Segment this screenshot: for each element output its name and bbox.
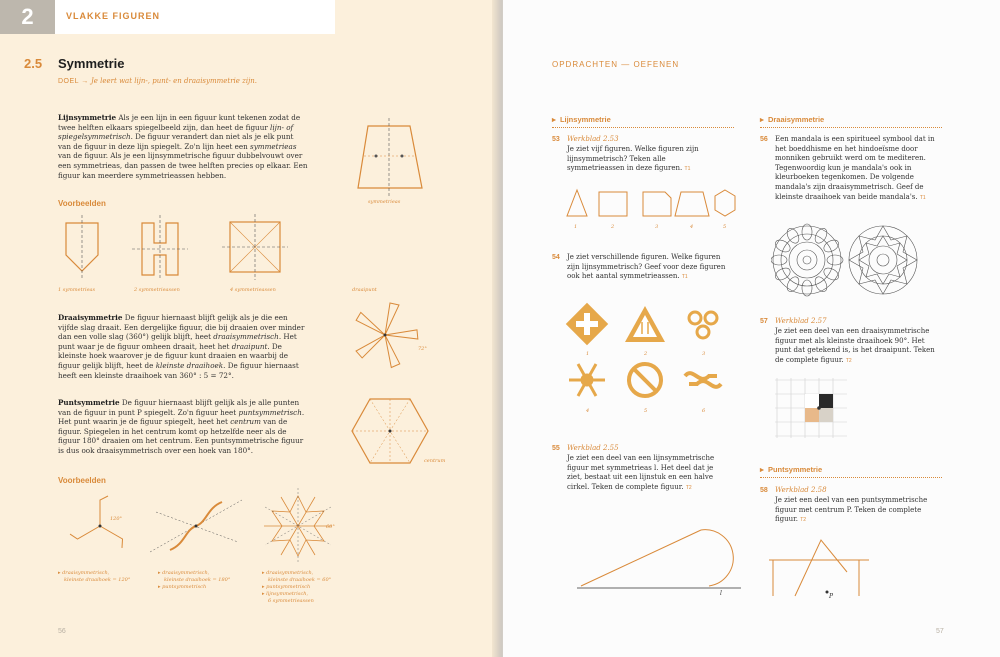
text: Je ziet een deel van een draaisymmetrische figuur met als kleinste draaihoek 90°. Het punt dat getekend is, is het draaipunt. Teken de complete figuur.: [775, 327, 935, 364]
heading-text: Lijnsymmetrie: [559, 115, 611, 124]
angle-60-label: 60°: [326, 524, 335, 530]
voorbeelden-heading-1: Voorbeelden: [58, 199, 106, 208]
exercise-54-text: [567, 253, 727, 283]
text: draaipunt: [231, 341, 268, 351]
list-item: ▸ puntsymmetrisch: [262, 584, 311, 590]
text: Je ziet een deel van een puntsymmetrische figuur met centrum P. Teken de complete figuur.: [775, 496, 928, 524]
hexagon-figure: [350, 395, 430, 467]
trapezoid-symmetry-figure: [350, 118, 430, 198]
puntsymmetrie-term: Puntsymmetrie: [58, 398, 120, 407]
col-heading-draaisymmetrie: ▸ Draaisymmetrie: [760, 115, 825, 124]
tag: T1: [919, 194, 926, 201]
icon-label: 5: [644, 408, 648, 414]
angle-120-label: 120°: [110, 516, 123, 522]
heading-text: Puntsymmetrie: [767, 465, 823, 474]
text: draaisymmetrisch: [213, 332, 279, 342]
icon-label: 4: [586, 408, 590, 414]
tag: T1: [681, 274, 688, 281]
exercise-57-number: 57: [760, 318, 768, 325]
right-page: [503, 0, 1000, 657]
lijnsymmetrie-paragraph: [58, 113, 308, 180]
draaisymmetrie-paragraph: [58, 313, 308, 380]
text: Een mandala is een spiritueel symbool dat in het boeddhisme en het hindoeïsme door monniken gebruikt werd om te mediteren. Tegenwoordig kun je mandala's ook in kleurboeken tegenkomen. De volgende mandala's zijn draaisymmetrisch. Geef de kleinste draaihoek van beide mandala's.: [775, 135, 935, 201]
text: van de figuur. Als je een lijnsymmetrische figuur dubbelvouwt over een symmetrieas, dan passen de twee helften precies op elkaar. Een figuur kan meerdere symmetrieassen hebben.: [58, 151, 308, 180]
text: . De kleinste hoek waarover je de figuur kunt draaien en waarbij de figuur gelijk blijft, heet de: [58, 341, 289, 370]
chapter-number: 2: [0, 0, 55, 34]
left-page: [0, 0, 498, 657]
caption-1-symmetrieas: 1 symmetrieas: [58, 287, 96, 293]
icon-label: 2: [644, 351, 648, 357]
puntsymmetrie-paragraph: [58, 398, 308, 456]
page-number-left: 56: [58, 628, 66, 635]
exercise-58-text: [775, 496, 937, 526]
letter-h-figure: [130, 215, 190, 280]
text: De figuur hiernaast blijft gelijk als je alle punten van de figuur in punt P spiegelt. Zo'n figuur heet: [58, 398, 300, 417]
exercises-header: OPDRACHTEN — OEFENEN: [552, 60, 680, 69]
grid-squares-figure: [775, 378, 847, 438]
section-goal: [58, 77, 257, 85]
list-item: 6 symmetrieassen: [268, 598, 314, 604]
exercise-55-number: 55: [552, 445, 560, 452]
text: De figuur hiernaast blijft gelijk als je die een vijfde slag draait. Een dergelijke figuur, die bij draaien over minder dan een volle slag (360°) gelijk blijft, heet: [58, 313, 305, 342]
shape-label: 3: [655, 224, 659, 230]
text: . Het punt waar je de figuur omheen draait, heet het: [58, 332, 297, 351]
exercise-57-text: [775, 327, 937, 366]
text: centrum: [230, 417, 261, 427]
section-number: 2.5: [24, 56, 43, 71]
divider: [760, 127, 942, 128]
col-heading-puntsymmetrie: ▸ Puntsymmetrie: [760, 465, 823, 474]
list-item: ▸ draaisymmetrisch,: [262, 570, 314, 576]
text: lijn- of spiegelsymmetrisch: [58, 122, 294, 142]
shape-label: 5: [723, 224, 727, 230]
list-item: ▸ lijnsymmetrisch,: [262, 591, 309, 597]
shape-label: 4: [690, 224, 694, 230]
exercise-56-number: 56: [760, 136, 768, 143]
divider: [760, 477, 942, 478]
divider: [552, 127, 734, 128]
tag: T2: [845, 357, 852, 364]
exercise-57-worksheet: Werkblad 2.57: [775, 317, 827, 325]
text: kleinste draaihoek: [155, 360, 224, 370]
example-list-1: [58, 570, 130, 584]
text: puntsymmetrisch: [238, 407, 302, 417]
heading-text: Draaisymmetrie: [767, 115, 825, 124]
page-number-right: 57: [936, 628, 944, 635]
icon-label: 3: [702, 351, 706, 357]
list-item: ▸ puntsymmetrisch: [158, 584, 207, 590]
exercise-56-text: [775, 135, 937, 203]
col-heading-lijnsymmetrie: ▸ Lijnsymmetrie: [552, 115, 611, 124]
list-item: kleinste draaihoek = 120°: [64, 577, 131, 583]
list-item: ▸ draaisymmetrisch,: [158, 570, 210, 576]
text: . Het punt waarin je de figuur spiegelt, heet het: [58, 407, 305, 427]
list-item: kleinste draaihoek = 180°: [164, 577, 231, 583]
text: Je ziet vijf figuren. Welke figuren zijn lijnsymmetrisch? Teken alle symmetrieassen in deze figuren.: [567, 145, 699, 173]
list-item: ▸ draaisymmetrisch,: [58, 570, 110, 576]
example-list-2: [158, 570, 230, 591]
draaisymmetrie-term: Draaisymmetrie: [58, 313, 123, 322]
exercise-54-number: 54: [552, 254, 560, 261]
exercise-53-text: [567, 145, 717, 175]
text: van de figuur. Spiegelen in het centrum komt op hetzelfde neer als de figuur 180° draaien om het centrum. Een puntsymmetrische figuur is dus ook draaisymmetrisch over een hoek van 180°.: [58, 417, 304, 455]
exercise-55-worksheet: Werkblad 2.55: [567, 444, 619, 452]
text: Je ziet verschillende figuren. Welke figuren zijn lijnsymmetrisch? Geef voor deze figuren ook het aantal symmetrieassen.: [567, 253, 726, 281]
example-list-3: [262, 570, 331, 605]
exercise-55-text: [567, 454, 727, 493]
trapezoid-caption: symmetrieas: [368, 199, 401, 205]
icon-label: 6: [702, 408, 706, 414]
tag: T2: [800, 517, 807, 524]
half-circle-line-figure: [577, 524, 741, 592]
section-title: Symmetrie: [58, 56, 125, 71]
tag: T2: [685, 484, 692, 491]
angle-72-label: 72°: [418, 346, 427, 352]
chapter-title: VLAKKE FIGUREN: [66, 11, 161, 21]
mandalas-figure: [771, 222, 921, 298]
s-shape-figure: [150, 492, 242, 562]
tent-shape-figure: [765, 534, 875, 598]
goal-text: Je leert wat lijn-, punt- en draaisymmetrie zijn.: [90, 77, 257, 85]
three-arm-figure: [62, 492, 142, 562]
text: . De figuur hiernaast heeft een kleinste draaihoek van 360° : 5 = 72°.: [58, 360, 299, 380]
pentagon-arrow-figure: [58, 215, 108, 280]
goal-label: DOEL →: [58, 78, 89, 85]
exercise-58-worksheet: Werkblad 2.58: [775, 486, 827, 494]
caption-2-symmetrieassen: 2 symmetrieassen: [134, 287, 180, 293]
centrum-label: centrum: [424, 458, 446, 464]
text: symmetrieas: [250, 141, 297, 151]
caption-4-symmetrieassen: 4 symmetrieassen: [230, 287, 276, 293]
lijnsymmetrie-term: Lijnsymmetrie: [58, 113, 117, 122]
shape-label: 2: [611, 224, 615, 230]
pinwheel-figure: [340, 295, 430, 375]
tag: T1: [684, 166, 691, 173]
exercise-58-number: 58: [760, 487, 768, 494]
list-item: kleinste draaihoek = 60°: [268, 577, 332, 583]
shape-label: 1: [574, 224, 578, 230]
axis-l-label: l: [720, 590, 722, 597]
text: Je ziet een deel van een lijnsymmetrische figuur met symmetrieas l. Het deel dat je ziet, bestaat uit een lijnstuk en een halve cirkel. Teken de complete figuur.: [567, 454, 715, 491]
text: . De figuur verandert dan niet als je elk punt van de figuur in deze lijn spiegelt. Zo'n lijn heet een: [58, 132, 294, 151]
icon-label: 1: [586, 351, 590, 357]
exercise-53-number: 53: [552, 136, 560, 143]
draaipunt-label: draaipunt: [352, 287, 377, 293]
point-p-label: P: [829, 593, 834, 600]
square-diagonals-figure: [222, 212, 288, 282]
voorbeelden-heading-2: Voorbeelden: [58, 476, 106, 485]
five-shapes-figure: [563, 186, 743, 222]
exercise-53-worksheet: Werkblad 2.53: [567, 135, 619, 143]
text: Als je een lijn in een figuur kunt tekenen zodat de twee helften elkaars spiegelbeeld zijn, dan heet de figuur: [58, 113, 301, 132]
